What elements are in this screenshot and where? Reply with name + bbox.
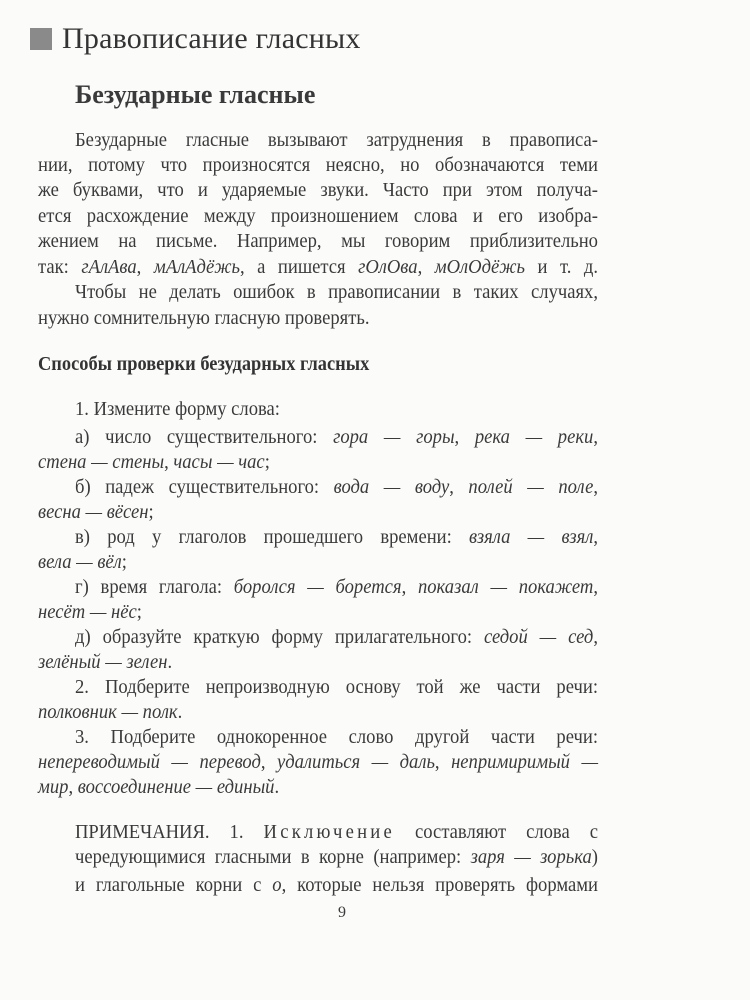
text-segment: , а пишется: [239, 256, 359, 278]
text-line: [75, 675, 598, 699]
text-segment: ,: [593, 626, 598, 648]
italic-example: удалиться — даль: [277, 751, 435, 773]
italic-example: мАлАдёжь: [153, 256, 240, 278]
text-line: [38, 450, 598, 474]
italic-example: показал — покажет: [417, 576, 594, 598]
chapter-title-text: Правописание гласных: [62, 22, 361, 55]
spaced-emphasis: Исключение: [263, 821, 396, 843]
italic-example: стена — стены: [38, 451, 165, 473]
text-segment: ,: [68, 776, 78, 798]
text-segment: ,: [593, 576, 598, 598]
text-line: [38, 650, 598, 674]
text-segment: ется расхождение между произношением слова и его изобра-: [38, 205, 598, 227]
text-segment: ,: [593, 426, 599, 448]
text-line: [38, 700, 598, 724]
methods-heading: Способы проверки безударных гласных: [38, 353, 370, 375]
text-line: [75, 525, 598, 549]
square-bullet-icon: [30, 28, 52, 50]
text-segment: ,: [417, 256, 435, 278]
italic-example: полковник — полк: [38, 701, 178, 723]
italic-example: заря — зорька: [470, 846, 592, 868]
text-segment: ,: [260, 751, 278, 773]
text-segment: так:: [38, 256, 82, 278]
text-segment: ;: [264, 451, 270, 473]
text-segment: ПРИМЕЧАНИЯ. 1.: [75, 821, 264, 843]
text-segment: жением на письме. Например, мы говорим приблизительно: [38, 230, 598, 252]
page-number: 9: [338, 904, 346, 921]
italic-example: взяла — взял: [469, 526, 594, 548]
text-segment: ,: [593, 476, 598, 498]
text-segment: ;: [121, 551, 127, 573]
text-segment: Чтобы не делать ошибок в правописании в таких случаях,: [75, 281, 598, 303]
italic-example: река — реки: [474, 426, 594, 448]
italic-example: вода — воду: [333, 476, 450, 498]
italic-example: непримиримый —: [451, 751, 599, 773]
italic-example: воссоединение — единый: [77, 776, 275, 798]
text-segment: чередующимися гласными в корне (например:: [75, 846, 471, 868]
italic-example: весна — вёсен: [38, 501, 149, 523]
text-segment: и глагольные корни с: [75, 874, 273, 896]
text-segment: д) образуйте краткую форму прилагательного:: [75, 626, 484, 648]
text-segment: ;: [148, 501, 154, 523]
text-line: [38, 550, 598, 574]
italic-example: мир: [38, 776, 69, 798]
text-line: [75, 397, 635, 421]
italic-example: часы — час: [173, 451, 265, 473]
text-segment: ): [591, 846, 598, 868]
text-line: [38, 775, 598, 799]
text-line: [38, 255, 598, 279]
text-segment: Безударные гласные вызывают затруднения в правописа-: [75, 129, 598, 151]
italic-example: непереводимый — перевод: [38, 751, 261, 773]
text-segment: , которые нельзя проверять формами: [281, 874, 599, 896]
text-segment: ,: [136, 256, 154, 278]
text-line: [75, 845, 598, 869]
text-line: [75, 725, 598, 749]
text-segment: 2. Подберите непроизводную основу той же части речи:: [75, 676, 598, 698]
text-segment: ,: [454, 426, 475, 448]
text-line: [75, 475, 598, 499]
text-segment: нужно сомнительную гласную проверять.: [38, 307, 370, 329]
italic-example: гАлАва: [81, 256, 137, 278]
italic-example: полей — поле: [468, 476, 594, 498]
text-segment: ,: [164, 451, 174, 473]
text-segment: 3. Подберите однокоренное слово другой части речи:: [75, 726, 598, 748]
text-segment: в) род у глаголов прошедшего времени:: [75, 526, 470, 548]
italic-example: гора — горы: [333, 426, 455, 448]
text-segment: ,: [434, 751, 452, 773]
italic-example: зелёный — зелен: [38, 651, 168, 673]
text-segment: 1. Измените форму слова:: [75, 398, 280, 420]
text-segment: .: [177, 701, 183, 723]
text-line: [38, 204, 598, 228]
text-line: [38, 229, 598, 253]
text-segment: б) падеж существительного:: [75, 476, 334, 498]
text-line: [75, 575, 598, 599]
text-line: [38, 500, 598, 524]
section-title: Безударные гласные: [75, 80, 316, 109]
italic-example: вела — вёл: [38, 551, 122, 573]
italic-example: несёт — нёс: [38, 601, 137, 623]
italic-example: о: [272, 874, 282, 896]
text-segment: .: [274, 776, 280, 798]
text-segment: а) число существительного:: [75, 426, 334, 448]
text-line: [75, 820, 598, 844]
text-segment: г) время глагола:: [75, 576, 234, 598]
text-segment: ;: [136, 601, 142, 623]
text-line: [38, 153, 598, 177]
text-segment: нии, потому что произносятся неясно, но обозначаются теми: [38, 154, 598, 176]
text-line: [75, 425, 598, 449]
text-segment: .: [167, 651, 173, 673]
italic-example: гОлОва: [358, 256, 418, 278]
text-line: [38, 750, 598, 774]
text-segment: и т. д.: [525, 256, 599, 278]
text-line: [38, 306, 598, 330]
text-line: [75, 128, 598, 152]
text-line: [38, 600, 598, 624]
italic-example: седой — сед: [483, 626, 594, 648]
chapter-title: [30, 22, 361, 56]
text-segment: ,: [401, 576, 418, 598]
text-line: [75, 873, 598, 897]
text-line: [75, 625, 598, 649]
text-line: [38, 178, 598, 202]
text-segment: ,: [593, 526, 598, 548]
text-segment: ,: [449, 476, 469, 498]
text-line: [75, 280, 598, 304]
italic-example: мОлОдёжь: [434, 256, 526, 278]
text-segment: составляют слова с: [395, 821, 598, 843]
text-segment: же буквами, что и ударяемые звуки. Часто при этом получа-: [38, 179, 598, 201]
italic-example: боролся — борется: [233, 576, 402, 598]
